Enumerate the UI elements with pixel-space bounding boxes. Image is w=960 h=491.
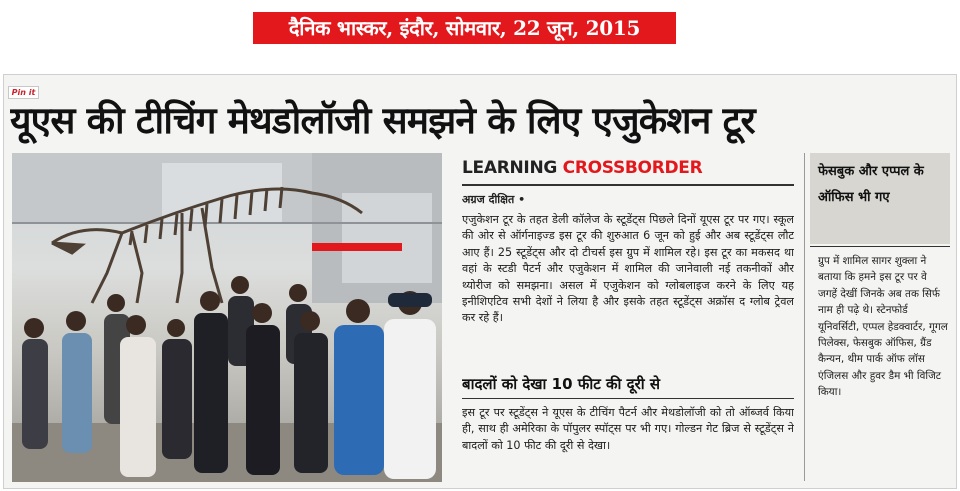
article-subheading: बादलों को देखा 10 फीट की दूरी से <box>462 375 660 393</box>
column-divider <box>804 153 805 481</box>
pin-it-button[interactable]: Pin it <box>8 86 39 99</box>
section-kicker <box>462 158 703 182</box>
sidebar-heading-box <box>810 153 950 244</box>
newspaper-masthead: दैनिक भास्कर, इंदौर, सोमवार, 22 जून, 2015 <box>253 12 676 44</box>
byline: अग्रज दीक्षित • <box>462 193 526 206</box>
kicker-rule <box>462 184 794 186</box>
article-photo <box>12 153 442 482</box>
sidebar-text: ग्रुप में शामिल सागर शुक्ला ने बताया कि हमने इस टूर पर वे जगहें देखीं जिनके अब तक सिर्फ नाम ही पढ़े थे। स्टेनफोर्ड यूनिवर्सिटी, एप्पल हेडक्वार्टर, गूगल पिलेक्स, फेसबुक ऑफिस, ग्रैंड कैन्यन, थीम पार्क ऑफ लॉस एंजिलस और हुवर डैम भी विजिट किया। <box>818 255 948 399</box>
kicker-plain: LEARNING <box>462 158 558 178</box>
kicker-accent: CROSSBORDER <box>562 158 703 178</box>
article-headline: यूएस की टीचिंग मेथडोलॉजी समझने के लिए एजुकेशन टूर <box>10 99 755 142</box>
sidebar-heading: फेसबुक और एप्पल के ऑफिस भी गए <box>818 164 924 205</box>
sidebar-rule <box>810 246 950 247</box>
students-with-dinosaur-skeleton-illustration <box>12 153 442 482</box>
article-paragraph-1: एजुकेशन टूर के तहत डेली कॉलेज के स्टूडेंट्स पिछले दिनों यूएस टूर पर गए। स्कूल की ओर से ऑर्गनाइज्ड इस टूर की शुरुआत 6 जून को हुई और अब स्टूडेंट्स लौट आए हैं। 25 स्टूडेंट्स और दो टीचर्स इस ग्रुप में शामिल रहे। इस टूर का मकसद था वहां के स्टडी पैटर्न और एजुकेशन में शामिल की जानेवाली नई तकनीकों और थ्योरीज को समझना। असल में एजुकेशन को ग्लोबलाइज करने के लिए यह इनीशिएटिव सभी देशों ने लिया है और इसके तहत स्टूडेंट्स अक्रॉस द ग्लोब ट्रेवल कर रहे हैं। <box>462 213 794 325</box>
article-paragraph-2: इस टूर पर स्टूडेंट्स ने यूएस के टीचिंग पैटर्न और मेथडोलॉजी को तो ऑब्जर्व किया ही, साथ ही अमेरिका के पॉपुलर स्पॉट्स पर भी गए। गोल्डन गेट ब्रिज से स्टूडेंट्स ने बादलों को 10 फीट की दूरी से देखा। <box>462 406 794 452</box>
red-banner <box>312 243 402 251</box>
subheading-rule <box>462 398 794 399</box>
